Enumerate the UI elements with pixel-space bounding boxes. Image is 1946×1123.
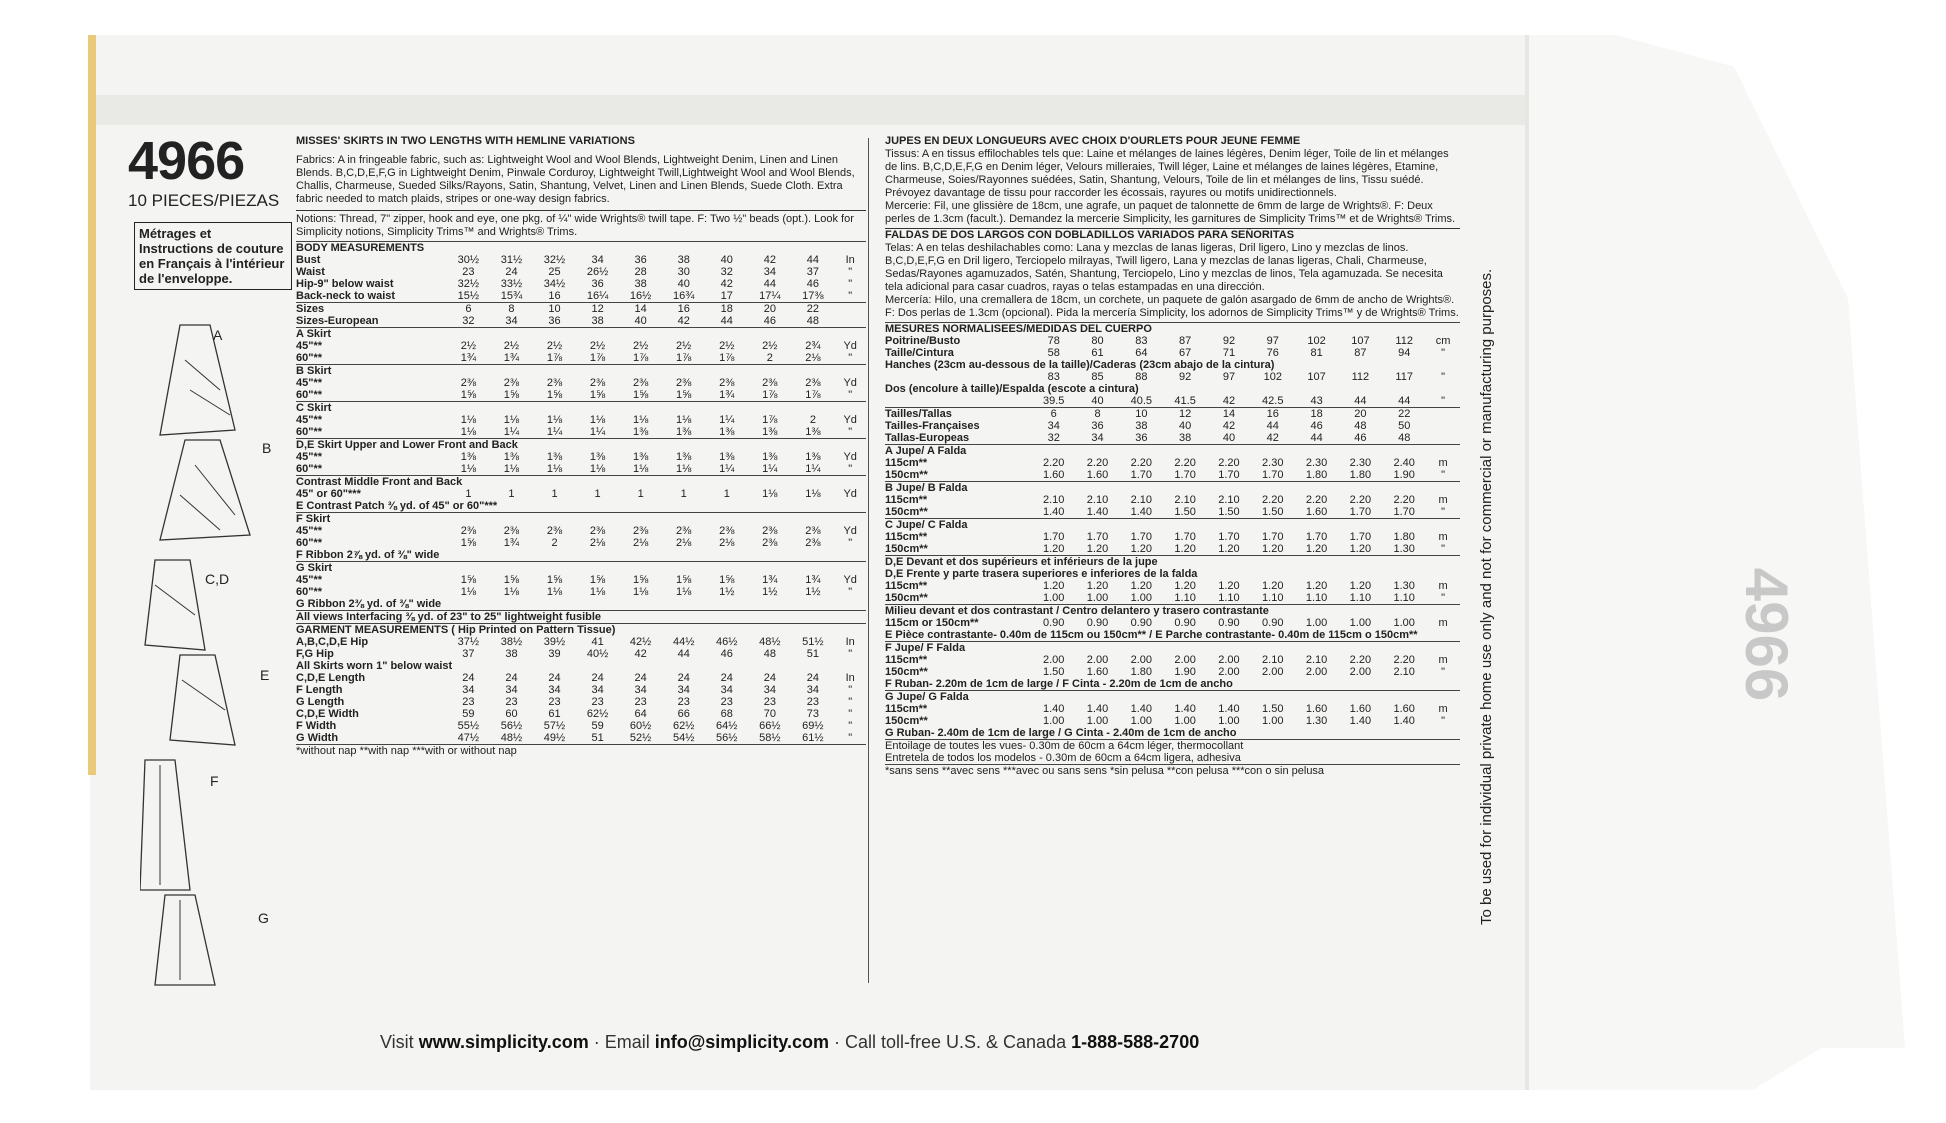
jupe-block-header: C Jupe/ C Falda: [885, 519, 1460, 532]
metric-size-row: Tallas-Europeas 32 34 36 38 40 42 44 46 48: [885, 432, 1411, 444]
metric-yardage-row: 115cm** 1.20 1.20 1.20 1.20 1.20 1.20 1.20 1.20 1.30 m: [885, 580, 1448, 592]
metric-yardage-row: 115cm** 1.40 1.40 1.40 1.40 1.40 1.50 1.60 1.60 1.60 m: [885, 703, 1448, 715]
metric-nap-legend: *sans sens **avec sens ***avec ou sans sens *sin pelusa **con pelusa ***con o sin pelusa: [885, 765, 1460, 778]
yardage-row: 60"** 1⅛ 1¼ 1¼ 1¼ 1⅜ 1⅜ 1⅜ 1⅜ 1⅜ ": [296, 426, 853, 438]
english-title: MISSES' SKIRTS IN TWO LENGTHS WITH HEMLINE VARIATIONS: [296, 135, 635, 147]
skirt-block-header: C Skirt: [296, 402, 866, 415]
skirt-block-header: Contrast Middle Front and Back: [296, 476, 866, 489]
usage-restriction-note: To be used for individual private home use only and not for commercial or manufacturing purposes.: [1478, 268, 1495, 925]
view-label-e: E: [260, 667, 270, 683]
envelope-flap: [1525, 35, 1905, 1090]
email-link[interactable]: info@simplicity.com: [654, 1032, 829, 1052]
yardage-row: 60"** 1⅝ 1¾ 2 2⅛ 2⅛ 2⅛ 2⅛ 2⅜ 2⅜ ": [296, 537, 853, 549]
yardage-row: 45"** 1⅜ 1⅜ 1⅜ 1⅜ 1⅜ 1⅜ 1⅜ 1⅜ 1⅜ Yd: [296, 451, 857, 463]
back-label: Dos (encolure à taille)/Espalda (escote a cintura): [885, 383, 1139, 395]
length-row: F Width 55½ 56½ 57½ 59 60½ 62½ 64½ 66½ 69½ ": [296, 720, 853, 732]
metric-yardage-row: 150cm** 1.40 1.40 1.40 1.50 1.50 1.50 1.60 1.70 1.70 ": [885, 506, 1445, 518]
view-cd-drawing: [140, 555, 260, 660]
nap-legend: *without nap **with nap ***with or without nap: [296, 745, 866, 758]
french-instructions-note: Métrages et Instructions de couture en Français à l'intérieur de l'enveloppe.: [134, 222, 292, 290]
metric-yardage-row: 150cm** 1.00 1.00 1.00 1.10 1.10 1.10 1.10 1.10 1.10 ": [885, 592, 1445, 604]
envelope-edge: [88, 35, 96, 775]
yardage-row: 60"** 1⅛ 1⅛ 1⅛ 1⅛ 1⅛ 1⅛ 1¼ 1¼ 1¼ ": [296, 463, 853, 475]
contact-footer: Visit www.simplicity.com · Email info@simplicity.com · Call toll-free U.S. & Canada 1-888-588-2700: [380, 1032, 1200, 1052]
back-row: 39.5 40 40.5 41.5 42 42.5 43 44 44 ": [1042, 395, 1445, 407]
size-row: Sizes 6 8 10 12 14 16 18 20 22: [296, 303, 866, 316]
yardage-row: 45"** 2½ 2½ 2½ 2½ 2½ 2½ 2½ 2½ 2¾ Yd: [296, 340, 857, 352]
body-measurements-header: BODY MEASUREMENTS: [296, 242, 866, 255]
english-yardage-table: [296, 241, 866, 757]
body-measurement-row: Waist 23 24 25 26½ 28 30 32 34 37 ": [296, 266, 853, 278]
metric-yardage-row: 115cm** 2.00 2.00 2.00 2.00 2.00 2.10 2.10 2.20 2.20 m: [885, 654, 1448, 666]
entretela-note: Entretela de todos los modelos - 0.30m de 60cm a 64cm ligera, adhesiva: [885, 752, 1241, 764]
envelope-top-band: [96, 95, 1536, 125]
view-label-g: G: [258, 910, 269, 926]
view-label-b: B: [262, 440, 272, 456]
metric-measurement-row: Taille/Cintura 58 61 64 67 71 76 81 87 94 ": [885, 347, 1445, 359]
body-measurement-row: Hip-9" below waist 32½ 33½ 34½ 36 38 40 42 44 46 ": [296, 278, 853, 290]
metric-yardage-row: 150cm** 1.60 1.60 1.70 1.70 1.70 1.70 1.80 1.80 1.90 ": [885, 469, 1445, 481]
mercerie-text: Mercerie: Fil, une glissière de 18cm, une agrafe, un paquet de talonnette de 6mm de large de Wrights®. F: Deux perles de 1.3cm (facult.). Demandez la mercerie Simplicity, les garnitures de Simplicity Trims™ et de Wrights® Trims.: [885, 200, 1456, 225]
yardage-row: 45" or 60"*** 1 1 1 1 1 1 1 1⅛ 1⅛ Yd: [296, 488, 857, 500]
yardage-row: 45"** 2⅜ 2⅜ 2⅜ 2⅜ 2⅜ 2⅜ 2⅜ 2⅜ 2⅜ Yd: [296, 525, 857, 537]
metric-yardage-row: 115cm or 150cm** 0.90 0.90 0.90 0.90 0.90 0.90 1.00 1.00 1.00 m: [885, 617, 1448, 629]
length-row: F Length 34 34 34 34 34 34 34 34 34 ": [296, 684, 853, 696]
garment-measurement-row: A,B,C,D,E Hip 37½ 38½ 39½ 41 42½ 44½ 46½ 48½ 51½ In: [296, 636, 855, 648]
metric-size-row: Tailles/Tallas 6 8 10 12 14 16 18 20 22: [885, 408, 1460, 421]
yardage-row: 45"** 2⅜ 2⅜ 2⅜ 2⅜ 2⅜ 2⅜ 2⅜ 2⅜ 2⅜ Yd: [296, 377, 857, 389]
length-row: G Width 47½ 48½ 49½ 51 52½ 54½ 56½ 58½ 61½ ": [296, 732, 853, 744]
length-row: C,D,E Length 24 24 24 24 24 24 24 24 24 In: [296, 672, 855, 684]
metric-yardage-row: 115cm** 1.70 1.70 1.70 1.70 1.70 1.70 1.70 1.70 1.80 m: [885, 531, 1448, 543]
jupe-block-subheader: D,E Frente y parte trasera superiores e inferiores de la falda: [885, 568, 1198, 580]
metric-yardage-row: 150cm** 1.50 1.60 1.80 1.90 2.00 2.00 2.00 2.00 2.10 ": [885, 666, 1445, 678]
entoilage-note: Entoilage de toutes les vues- 0.30m de 60cm a 64cm léger, thermocollant: [885, 740, 1460, 753]
yardage-row: 60"** 1⅛ 1⅛ 1⅛ 1⅛ 1⅛ 1⅛ 1½ 1½ 1½ ": [296, 586, 853, 598]
metric-yardage-note: F Ruban- 2.20m de 1cm de large / F Cinta - 2.20m de 1cm de ancho: [885, 678, 1233, 690]
pattern-number: 4966: [128, 131, 245, 191]
body-measurement-row: Bust 30½ 31½ 32½ 34 36 38 40 42 44 In: [296, 254, 855, 266]
jupe-block-header: F Jupe/ F Falda: [885, 642, 1460, 655]
metric-measurement-row: Poitrine/Busto 78 80 83 87 92 97 102 107 112 cm: [885, 335, 1451, 347]
worn-note: All Skirts worn 1" below waist: [296, 660, 453, 672]
yardage-row: 60"** 1¾ 1¾ 1⅞ 1⅞ 1⅞ 1⅞ 1⅞ 2 2⅛ ": [296, 352, 853, 364]
yardage-row: 45"** 1⅛ 1⅛ 1⅛ 1⅛ 1⅛ 1⅛ 1¼ 1⅞ 2 Yd: [296, 414, 857, 426]
hip-row: 83 85 88 92 97 102 107 112 117 ": [1047, 371, 1445, 383]
fabrics-text: Fabrics: A in fringeable fabric, such as: Lightweight Wool and Wool Blends, Lightweight Denim, Linen and Linen Blends. B,C,D,E,F,G in Lightweight Denim, Pinwale Corduroy, Lightweight Twill,Lightweight Wool and Wool Blends, Challis, Charmeuse, Sueded Silks/Rayons, Satin, Shantung, Velvet, Linen and Linen Blends, Suede Cloth. Extra fabric needed to match plaids, stripes or one-way design fabrics.: [296, 154, 855, 205]
body-measurement-row: Back-neck to waist 15½ 15¾ 16 16¼ 16½ 16¾ 17 17¼ 17⅜ ": [296, 290, 853, 302]
skirt-views: [140, 305, 300, 995]
phone-number: 1-888-588-2700: [1071, 1032, 1200, 1052]
view-f-drawing: [140, 755, 260, 900]
hip-label: Hanches (23cm au-dessous de la taille)/Caderas (23cm abajo de la cintura): [885, 359, 1275, 371]
english-column: [296, 135, 866, 757]
length-row: C,D,E Width 59 60 61 62½ 64 66 68 70 73 ": [296, 708, 853, 720]
yardage-note: E Contrast Patch ⅜ yd. of 45" or 60"***: [296, 500, 498, 512]
view-label-a: A: [213, 327, 223, 343]
flap-fold-line: [1525, 35, 1529, 1090]
metric-size-row: Tailles-Françaises 34 36 38 40 42 44 46 48 50: [885, 420, 1411, 432]
view-label-cd: C,D: [205, 571, 230, 587]
skirt-block-header: F Skirt: [296, 513, 866, 526]
pattern-pieces: 10 PIECES/PIEZAS: [128, 191, 280, 210]
notions-text: Notions: Thread, 7" zipper, hook and eye, one pkg. of ¼" wide Wrights® twill tape. F: Two ½" beads (opt.). Look for Simplicity notions, Simplicity Trims™ and Wrights® Trims.: [296, 210, 866, 239]
view-label-f: F: [210, 773, 219, 789]
yardage-note: G Ribbon 2⅜ yd. of ⅜" wide: [296, 598, 442, 610]
metric-yardage-row: 115cm** 2.10 2.10 2.10 2.10 2.10 2.20 2.20 2.20 2.20 m: [885, 494, 1448, 506]
skirt-block-header: B Skirt: [296, 365, 866, 378]
metric-measurements-header: MESURES NORMALISEES/MEDIDAS DEL CUERPO: [885, 323, 1460, 336]
yardage-row: 45"** 1⅝ 1⅝ 1⅝ 1⅝ 1⅝ 1⅝ 1⅝ 1¾ 1¾ Yd: [296, 574, 857, 586]
yardage-note: F Ribbon 2⅞ yd. of ⅜" wide: [296, 549, 440, 561]
metric-yardage-note: G Ruban- 2.40m de 1cm de large / G Cinta - 2.40m de 1cm de ancho: [885, 727, 1237, 739]
jupe-block-header: A Jupe/ A Falda: [885, 445, 1460, 458]
view-e-drawing: [140, 650, 260, 755]
skirt-block-header: D,E Skirt Upper and Lower Front and Back: [296, 439, 866, 452]
view-a-drawing: [140, 320, 260, 445]
merceria-text: Mercería: Hilo, una cremallera de 18cm, un corchete, un paquete de galón asargado de 6mm de ancho de Wrights®. F: Dos perlas de 1.3cm (opcional). Pida la mercería Simplicity, los adornos de Simplicity Trims™ y de Wrights® Trims.: [885, 294, 1459, 319]
french-spanish-column: [885, 135, 1460, 777]
garment-measurements-header: GARMENT MEASUREMENTS ( Hip Printed on Pattern Tissue): [296, 624, 866, 637]
metric-yardage-table: [885, 322, 1460, 777]
interfacing-note: All views Interfacing ⅜ yd. of 23" to 25" lightweight fusible: [296, 611, 866, 624]
metric-yardage-note: E Pièce contrastante- 0.40m de 115cm ou 150cm** / E Parche contrastante- 0.40m de 115cm o 150cm**: [885, 629, 1418, 641]
metric-yardage-row: 150cm** 1.20 1.20 1.20 1.20 1.20 1.20 1.20 1.20 1.30 ": [885, 543, 1445, 555]
jupe-block-header: D,E Devant et dos supérieurs et inférieurs de la jupe: [885, 556, 1460, 569]
garment-measurement-row: F,G Hip 37 38 39 40½ 42 44 46 48 51 ": [296, 648, 853, 660]
spanish-title: FALDAS DE DOS LARGOS CON DOBLADILLOS VARIADOS PARA SEÑORITAS: [885, 228, 1460, 242]
website-link[interactable]: www.simplicity.com: [418, 1032, 589, 1052]
metric-yardage-row: 115cm** 2.20 2.20 2.20 2.20 2.20 2.30 2.30 2.30 2.40 m: [885, 457, 1448, 469]
skirt-block-header: G Skirt: [296, 562, 866, 575]
length-row: G Length 23 23 23 23 23 23 23 23 23 ": [296, 696, 853, 708]
skirt-block-header: A Skirt: [296, 328, 866, 341]
jupe-block-header: Milieu devant et dos contrastant / Centro delantero y trasero contrastante: [885, 605, 1460, 618]
tissus-text: Tissus: A en tissus effilochables tels que: Laine et mélanges de laines légères, Denim léger, Toile de lin et mélanges de lins. B,C,D,E,F,G en Denim léger, Velours milleraies, Twill léger, Laine et mélanges de laines légères, Etamine, Charmeuse, Soies/Rayonnes suédées, Satin, Shantung, Velours, Toile de lin et mélanges de lins, Tissu suédé. Prévoyez davantage de tissu pour raccorder les écossais, rayures ou motifs unidirectionnels.: [885, 148, 1449, 199]
flap-ghost-number: 4966: [1733, 567, 1801, 702]
view-g-drawing: [140, 890, 260, 995]
column-divider: [868, 138, 869, 983]
french-title: JUPES EN DEUX LONGUEURS AVEC CHOIX D'OURLETS POUR JEUNE FEMME: [885, 135, 1301, 147]
yardage-row: 60"** 1⅝ 1⅝ 1⅝ 1⅝ 1⅝ 1⅝ 1¾ 1⅞ 1⅞ ": [296, 389, 853, 401]
telas-text: Telas: A en telas deshilachables como: Lana y mezclas de lanas ligeras, Dril ligero, Lino y mezclas de linos. B,C,D,E,F,G en Dril ligero, Terciopelo milrayas, Twill ligero, Lana y mezclas de lanas ligeras, Chali, Charmeuse, Sedas/Rayones agamuzados, Satén, Shantung, Terciopelo, Lino y mezclas de linos, Tela agamuzada. Se necesita tela adicional para casar cuadros, rayas o telas estampadas en una dirección.: [885, 242, 1443, 293]
jupe-block-header: G Jupe/ G Falda: [885, 691, 1460, 704]
size-row: Sizes-European 32 34 36 38 40 42 44 46 48: [296, 315, 820, 327]
view-b-drawing: [140, 435, 260, 550]
metric-yardage-row: 150cm** 1.00 1.00 1.00 1.00 1.00 1.00 1.30 1.40 1.40 ": [885, 715, 1445, 727]
jupe-block-header: B Jupe/ B Falda: [885, 482, 1460, 495]
